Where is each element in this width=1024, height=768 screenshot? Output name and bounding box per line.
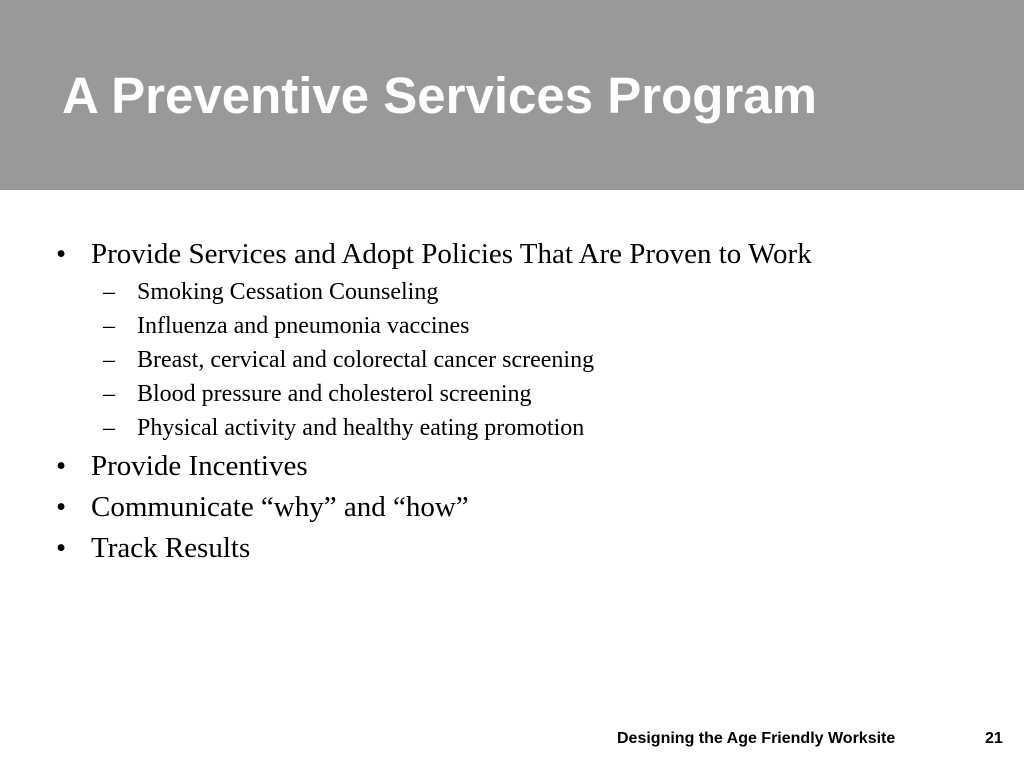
- bullet-text: Communicate “why” and “how”: [91, 491, 469, 523]
- sub-bullet-marker: –: [103, 415, 115, 441]
- sub-bullet-text: Smoking Cessation Counseling: [137, 279, 439, 305]
- bullet-marker: •: [56, 450, 67, 482]
- sub-bullet-text: Blood pressure and cholesterol screening: [137, 381, 532, 407]
- sub-bullet-text: Breast, cervical and colorectal cancer screening: [137, 347, 595, 373]
- bullet-marker: •: [56, 532, 67, 564]
- footer-presentation-title: Designing the Age Friendly Worksite: [617, 730, 896, 747]
- bullet-text: Track Results: [91, 532, 251, 564]
- sub-bullet-marker: –: [103, 381, 115, 407]
- sub-bullet-text: Physical activity and healthy eating promotion: [137, 415, 585, 441]
- sub-bullet-marker: –: [103, 347, 115, 373]
- bullet-marker: •: [56, 238, 67, 270]
- slide-title: A Preventive Services Program: [62, 67, 818, 124]
- sub-bullet-marker: –: [103, 279, 115, 305]
- sub-bullet-marker: –: [103, 313, 115, 339]
- bullet-text: Provide Incentives: [91, 450, 308, 482]
- bullet-text: Provide Services and Adopt Policies That Are Proven to Work: [91, 238, 812, 270]
- sub-bullet-text: Influenza and pneumonia vaccines: [137, 313, 470, 339]
- footer-page-number: 21: [985, 730, 1003, 747]
- bullet-marker: •: [56, 491, 67, 523]
